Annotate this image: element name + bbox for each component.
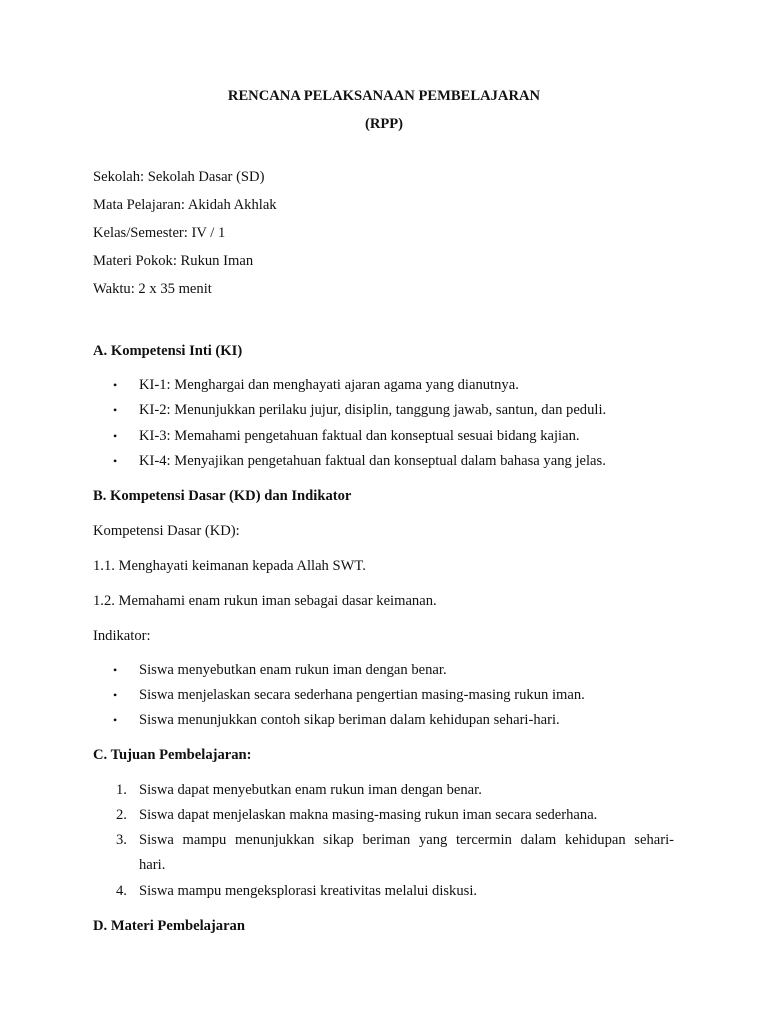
list-number: 1. [116,782,127,798]
ki-4-text: KI-4: Menyajikan pengetahuan faktual dan konseptual dalam bahasa yang jelas. [139,453,606,469]
ki-3-text: KI-3: Memahami pengetahuan faktual dan konseptual sesuai bidang kajian. [139,428,580,444]
bullet-icon: • [113,454,118,468]
ki-list-item [113,453,606,470]
identity-class-semester: Kelas/Semester: IV / 1 [93,225,226,241]
document-subtitle: (RPP) [364,116,404,132]
document-title: RENCANA PELAKSANAAN PEMBELAJARAN [227,88,541,104]
indikator-list-item [113,712,560,729]
list-number: 3. [116,832,127,848]
objective-4-text: Siswa mampu mengeksplorasi kreativitas melalui diskusi. [139,883,478,899]
section-c-heading: C. Tujuan Pembelajaran: [93,747,252,763]
indikator-3-text: Siswa menunjukkan contoh sikap beriman dalam kehidupan sehari-hari. [139,712,560,728]
ki-list-item [113,428,580,445]
objective-list-item [116,782,482,799]
identity-school: Sekolah: Sekolah Dasar (SD) [93,169,265,185]
objective-3-continuation: hari. [139,857,166,873]
objective-list-item [116,832,139,849]
list-number: 2. [116,807,127,823]
indikator-list-item [113,687,585,704]
bullet-icon: • [113,429,118,443]
objective-1-text: Siswa dapat menyebutkan enam rukun iman dengan benar. [139,782,482,798]
indikator-1-text: Siswa menyebutkan enam rukun iman dengan benar. [139,662,447,678]
bullet-icon: • [113,688,118,702]
list-number: 4. [116,883,127,899]
section-d-heading: D. Materi Pembelajaran [93,918,245,934]
section-a-heading: A. Kompetensi Inti (KI) [93,343,243,359]
kd-label: Kompetensi Dasar (KD): [93,523,240,539]
objective-3-text: Siswa mampu menunjukkan sikap beriman yang tercermin dalam kehidupan sehari- [139,832,674,848]
section-b-heading: B. Kompetensi Dasar (KD) dan Indikator [93,488,352,504]
ki-list-item [113,377,519,394]
kd-item-1: 1.1. Menghayati keimanan kepada Allah SWT. [93,558,366,574]
ki-1-text: KI-1: Menghargai dan menghayati ajaran agama yang dianutnya. [139,377,519,393]
objective-2-text: Siswa dapat menjelaskan makna masing-masing rukun iman secara sederhana. [139,807,598,823]
identity-topic: Materi Pokok: Rukun Iman [93,253,254,269]
bullet-icon: • [113,713,118,727]
indikator-label: Indikator: [93,628,151,644]
indikator-2-text: Siswa menjelaskan secara sederhana pengertian masing-masing rukun iman. [139,687,585,703]
bullet-icon: • [113,378,118,392]
bullet-icon: • [113,663,118,677]
bullet-icon: • [113,403,118,417]
kd-item-2: 1.2. Memahami enam rukun iman sebagai dasar keimanan. [93,593,437,609]
indikator-list-item [113,662,447,679]
ki-2-text: KI-2: Menunjukkan perilaku jujur, disiplin, tanggung jawab, santun, dan peduli. [139,402,607,418]
identity-time: Waktu: 2 x 35 menit [93,281,212,297]
identity-subject: Mata Pelajaran: Akidah Akhlak [93,197,277,213]
objective-list-item [116,883,477,900]
objective-list-item [116,807,597,824]
ki-list-item [113,402,606,419]
